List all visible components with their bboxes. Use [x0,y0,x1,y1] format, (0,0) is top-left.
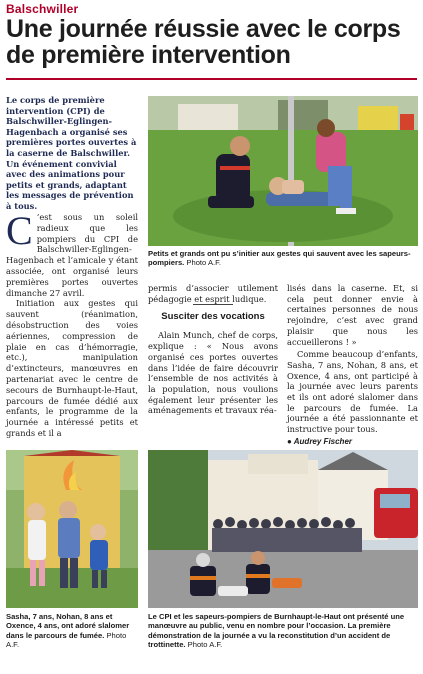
body-column-1 [6,208,138,439]
headline-rule [6,78,417,80]
drop-cap: C [6,208,33,253]
body-paragraph-2: Initiation aux gestes qui sauvent (réanimation, désobstruction des voies aériennes, compression de plaie en cas d’hémorragie, etc.), manipulation d’extincteurs, manœuvres en partenariat avec le centre de secours de Burnhaupt-le-Haut, parcours de fumée dédié aux enfants, le programme de la journée a intéressé petits et grands et il a [6,298,138,438]
photo-3-credit: Photo A.F. [187,640,223,650]
body-paragraph-6: Comme beaucoup d’enfants, Sasha, 7 ans, Nohan, 8 ans, et Oxence, 4 ans, ont participé à la journée avec leurs parents et ils ont adoré slalomer dans le parcours de fumée. La journée a été passionnante et instructive pour tous. [287,349,418,435]
subhead-rule [193,304,233,305]
section-subhead: Susciter des vocations [161,311,265,323]
body-paragraph-1: ’est sous un soleil radieux que les pompiers du CPI de Balschwiller-Eglingen-Hagenbach et l’amicale y étant associée, ont organisé leurs premières portes ouvertes dimanche 27 avril. [6,212,138,298]
photo-2-caption: Sasha, 7 ans, Nohan, 8 ans et Oxence, 4 ans, ont adoré slalomer dans le parcours de fumée. Photo A.F. [6,612,130,650]
photo-first-aid-demo [148,96,418,246]
article-author: ● Audrey Fischer [287,436,353,446]
section-kicker: Balschwiller [6,2,79,16]
photo-1-caption: Petits et grands ont pu s’initier aux gestes qui sauvent avec les sapeurs-pompiers. Photo A.F. [148,249,411,268]
photo-2-credit: Photo A.F. [6,630,127,650]
body-paragraph-3: permis d’associer utilement pédagogie et esprit ludique. [148,283,278,304]
body-paragraph-4: Alain Munch, chef de corps, explique : « Nous avons organisé ces portes ouvertes dans l’idée de faire découvrir l’ensemble de nos activités à la population, nous voulions également leur présenter les aménagements et travaux réa- [148,330,278,416]
body-column-3 [287,283,418,448]
article-lead: Le corps de première intervention (CPI) de Balschwiller-Eglingen-Hagenbach a organisé ses premières portes ouvertes à la caserne de Balschwiller. Un événement convivial avec des animations pour petits et grands, adaptant les messages de prévention à tous. [6,95,137,211]
body-column-2 [148,283,278,416]
photo-rescue-manoeuvre [148,450,418,608]
article-headline: Une journée réussie avec le corps de première intervention [6,15,401,69]
photo-3-caption: Le CPI et les sapeurs-pompiers de Burnhaupt-le-Haut ont présenté une manœuvre au public, venu en nombre pour l’occasion. La première démonstration de la journée a vu la reconstitution d’un accident de trottinette. Photo A.F. [148,612,405,650]
body-paragraph-5: lisés dans la caserne. Et, si cela peut donner envie à certaines personnes de nous rejoindre, c’est avec grand plaisir que nous les accueillerons ! » [287,283,418,347]
photo-1-credit: Photo A.F. [186,258,222,268]
photo-children-smoke-course [6,450,138,608]
